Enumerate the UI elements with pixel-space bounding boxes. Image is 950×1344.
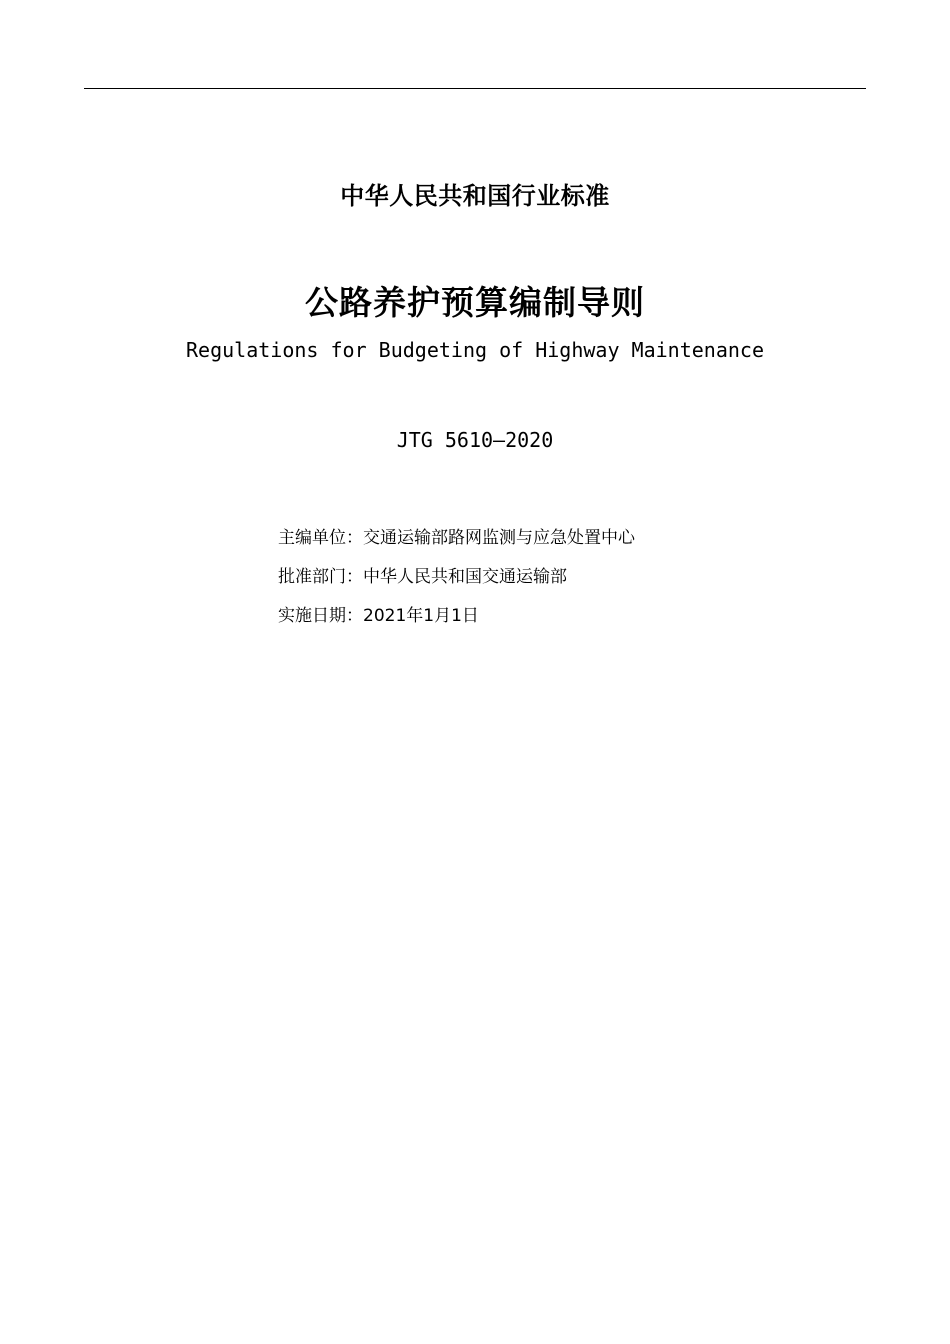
effective-date-line: 实施日期：2021年1月1日 [278,606,479,626]
standard-code: JTG 5610—2020 [396,428,554,452]
approver-line: 批准部门：中华人民共和国交通运输部 [278,567,567,587]
document-title-en: Regulations for Budgeting of Highway Maintenance [186,338,764,362]
standard-category: 中华人民共和国行业标准 [340,182,610,210]
document-meta [278,525,635,642]
top-rule [84,88,866,89]
compiler-line: 主编单位：交通运输部路网监测与应急处置中心 [278,528,635,548]
document-title-zh: 公路养护预算编制导则 [305,283,645,322]
